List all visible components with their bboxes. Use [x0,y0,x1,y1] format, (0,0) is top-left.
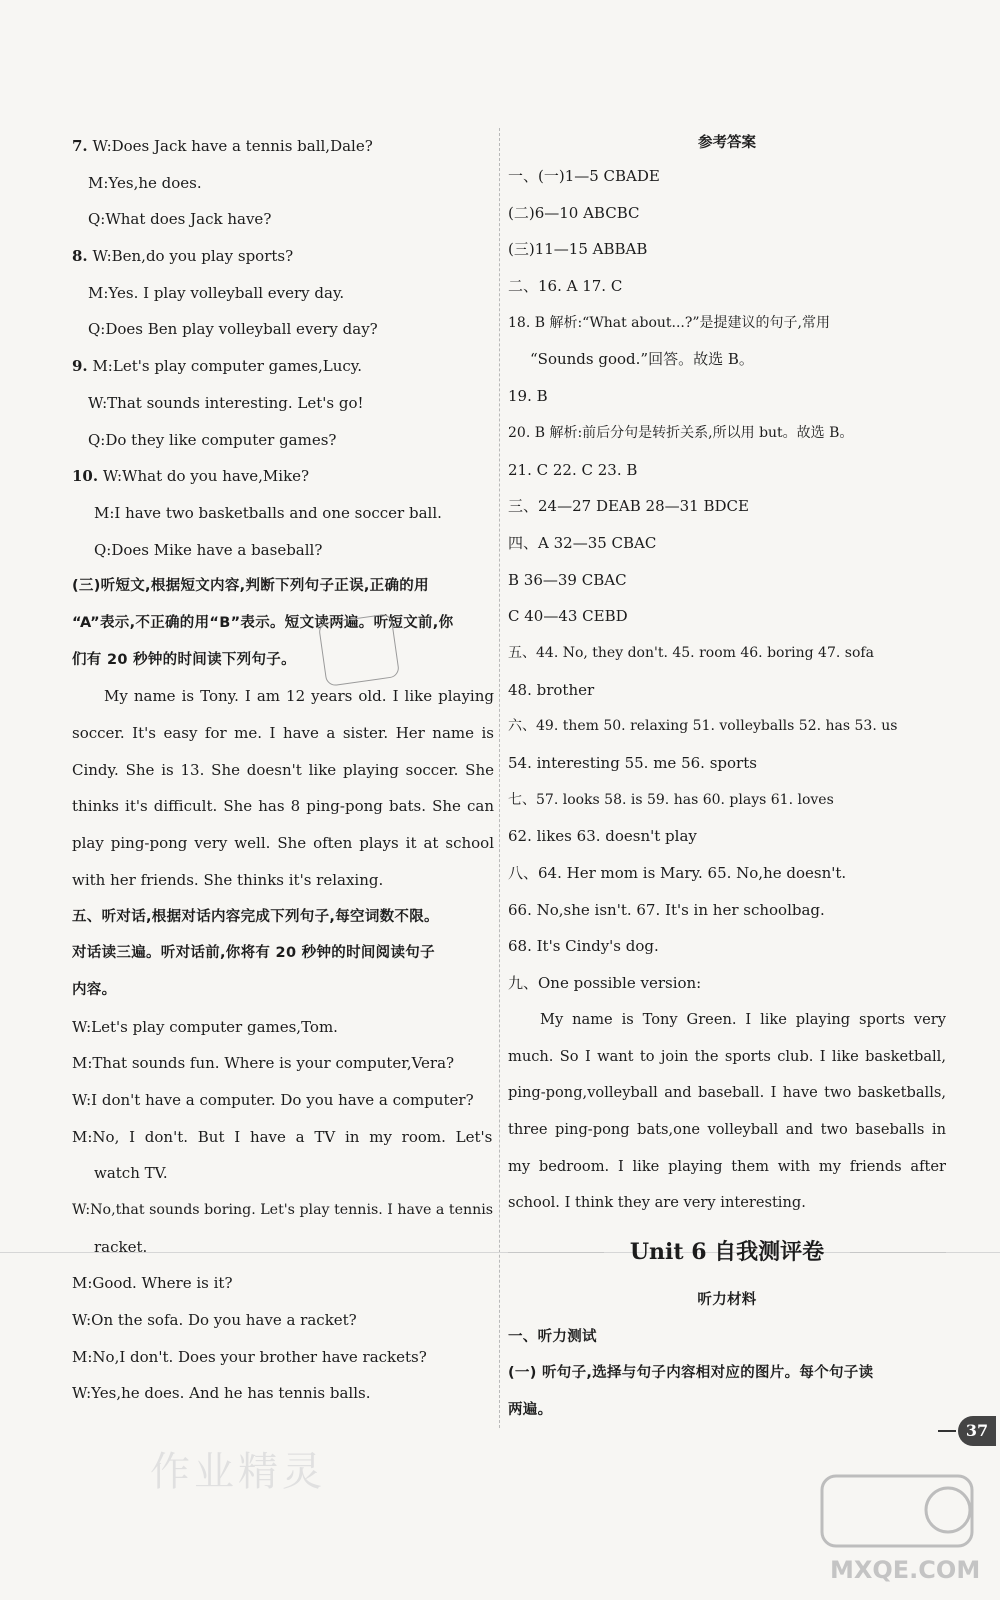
answer-line: 18. B 解析:“What about...?”是提建议的句子,常用 [508,314,830,331]
page-number: 37 [958,1416,996,1446]
answer-line: 五、44. No, they don't. 45. room 46. boring 47. sofa [508,644,874,661]
dialog-number: 10. [72,467,99,486]
answer-line: 七、57. looks 58. is 59. has 60. plays 61. loves [508,791,834,808]
dialog-line: M:Yes. I play volleyball every day. [88,283,345,302]
dialog-line: M:Let's play computer games,Lucy. [92,357,363,376]
answer-list [508,158,946,1002]
answer-line: B 36—39 CBAC [508,570,627,589]
dialog-line: Q:Does Mike have a baseball? [94,540,323,559]
answer-line: 20. B 解析:前后分句是转折关系,所以用 but。故选 B。 [508,424,854,441]
dialog-8 [72,238,494,348]
watermark-text: 作业精灵 [150,1449,326,1495]
dialog-number: 7. [72,137,88,155]
unit-title-text: Unit 6 自我测评卷 [629,1239,825,1266]
section-1-heading: 一、听力测试 [508,1328,597,1345]
right-column [508,128,946,1429]
title-rule-left [508,1252,604,1253]
listening-passage: My name is Tony. I am 12 years old. I like playing soccer. It's easy for me. I have a sister. Her name is Cindy. She is 13. She doesn't like playing soccer. She thinks it's difficult. She has 8 ping-pong bats. She can play ping-pong very well. She often plays it at school with her friends. She thinks it's relaxing. [72,687,494,889]
dialogue-line: W:On the sofa. Do you have a racket? [72,1311,357,1330]
dialog-line: Q:What does Jack have? [88,210,272,229]
answer-line: 八、64. Her mom is Mary. 65. No,he doesn't. [508,864,847,883]
answer-line: 48. brother [508,680,595,699]
answer-line: 68. It's Cindy's dog. [508,937,659,956]
dialogue-line: M:Good. Where is it? [72,1274,233,1293]
answer-line: 九、One possible version: [508,974,702,993]
title-rule-right [850,1252,946,1253]
answer-line: 一、(一)1—5 CBADE [508,167,660,185]
sample-essay: My name is Tony Green. I like playing sports very much. So I want to join the sports club. I like basketball, ping-pong,volleyball and baseball. I have two basketballs, three ping-pong bats,one volleyball and two baseballs in my bedroom. I like playing them with my friends after school. I think they are very interesting. [508,1010,946,1212]
dialog-9 [72,348,494,458]
dialog-line: Q:Does Ben play volleyball every day? [88,320,378,339]
answer-line: 54. interesting 55. me 56. sports [508,754,757,772]
answer-line: 19. B [508,387,548,406]
dialogue-line: racket. [94,1237,148,1256]
dialogue-line: M:No, I don't. But I have a TV in my room. Let's [72,1127,493,1146]
answer-line: (二)6—10 ABCBC [508,203,640,222]
answer-line: C 40—43 CEBD [508,607,628,626]
dialog-number: 8. [72,247,88,266]
dialog-line: M:Yes,he does. [88,173,202,192]
dialog-line: M:I have two basketballs and one soccer ball. [94,503,442,522]
answer-line: 三、24—27 DEAB 28—31 BDCE [508,497,749,516]
dialogue-line: watch TV. [94,1164,168,1183]
watermark-logo-frame [822,1476,972,1546]
dialog-line: Q:Do they like computer games? [88,430,337,449]
answer-line: “Sounds good.”回答。故选 B。 [530,350,754,369]
answer-line: 62. likes 63. doesn't play [508,827,697,846]
answer-line: 21. C 22. C 23. B [508,460,638,479]
answer-line: 二、16. A 17. C [508,277,623,296]
dialog-line: W:Ben,do you play sports? [92,247,294,266]
section-3-instructions: (三)听短文,根据短文内容,判断下列句子正误,正确的用 “A”表示,不正确的用“B”表示。短文读两遍。听短文前,你 们有 20 秒钟的时间读下列句子。 [72,578,454,668]
page-number-dash [938,1430,956,1432]
listening-material-title: 听力材料 [697,1292,757,1309]
dialogue-line: W:Yes,he does. And he has tennis balls. [72,1384,371,1403]
dialog-7 [72,128,494,238]
sub-section-1-line: 两遍。 [508,1402,553,1419]
dialog-number: 9. [72,357,88,376]
column-divider [499,128,500,1428]
dialog-line: W:What do you have,Mike? [102,467,310,486]
dialog-10 [72,458,494,568]
dialogue-line: W:Let's play computer games,Tom. [72,1017,338,1036]
site-watermark-logo [818,1470,988,1590]
dialogue-line: M:No,I don't. Does your brother have rackets? [72,1347,427,1366]
answer-line: 66. No,she isn't. 67. It's in her schoolbag. [508,900,825,919]
answer-line: 六、49. them 50. relaxing 51. volleyballs 52. has 53. us [508,718,898,735]
watermark-logo-circle [926,1488,970,1532]
sub-section-1-line: (一) 听句子,选择与句子内容相对应的图片。每个句子读 [508,1365,874,1382]
answers-title: 参考答案 [698,135,756,151]
watermark-site-text: MXQE.COM [830,1556,981,1584]
dialogue-line: W:No,that sounds boring. Let's play tennis. I have a tennis [72,1202,494,1219]
answer-line: 四、A 32—35 CBAC [508,533,657,552]
dialogue-line: M:That sounds fun. Where is your computer,Vera? [72,1054,455,1073]
left-column [72,128,494,1412]
dialogue [72,1009,494,1413]
unit-title [508,1222,946,1282]
dialogue-line: W:I don't have a computer. Do you have a computer? [72,1090,474,1109]
answer-line: (三)11—15 ABBAB [508,240,648,259]
dialog-line: W:That sounds interesting. Let's go! [88,393,364,412]
section-5-instructions: 五、听对话,根据对话内容完成下列句子,每空词数不限。 对话读三遍。听对话前,你将有 20 秒钟的时间阅读句子 内容。 [72,908,439,998]
faded-stamp [318,613,400,687]
dialog-line: W:Does Jack have a tennis ball,Dale? [92,137,373,155]
